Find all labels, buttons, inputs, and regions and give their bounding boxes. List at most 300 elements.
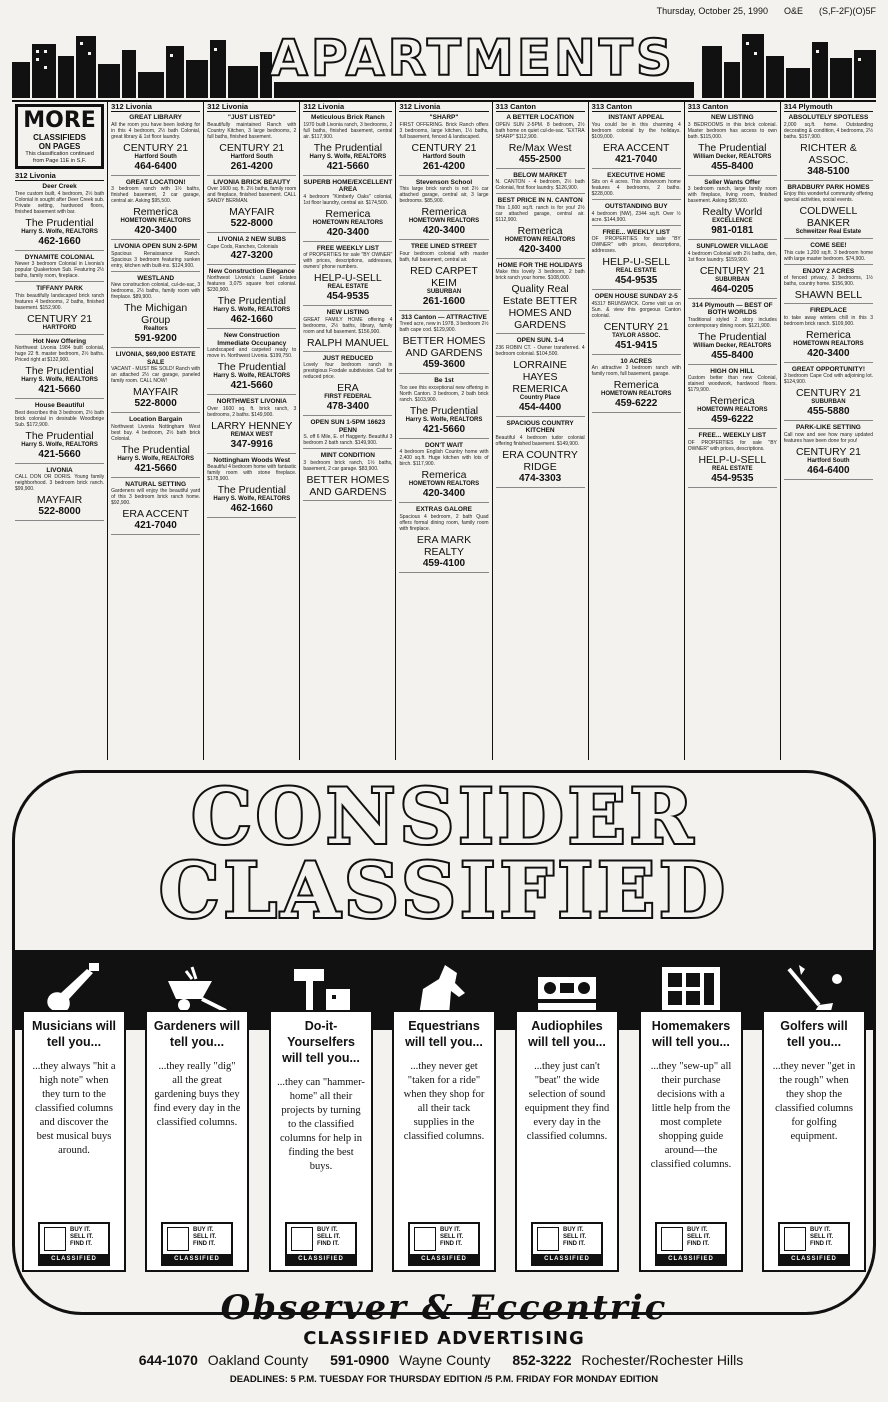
apartment-listings bbox=[12, 100, 876, 760]
ad-title: DYNAMITE COLONIAL bbox=[24, 253, 95, 261]
ad-title: NORTHWEST LIVONIA bbox=[216, 398, 287, 406]
ad-title: 10 ACRES bbox=[620, 357, 652, 365]
listing-ad bbox=[688, 368, 777, 430]
ad-title: FREE... WEEKLY LIST bbox=[698, 432, 767, 440]
listing-ad bbox=[15, 183, 104, 251]
card-text: ...they can "hammer-home" all their projects by turning to the classified columns for help in finding the best buys. bbox=[277, 1077, 365, 1172]
header-paper: O&E bbox=[783, 6, 803, 16]
badge-line: SELL IT. bbox=[687, 1234, 711, 1240]
ad-title: NEW LISTING bbox=[326, 309, 370, 317]
ad-description: of PROPERTIES for sale "BY OWNER" with prices, descriptions, addresses, owners' phone numbers. bbox=[303, 252, 393, 271]
card-title: Equestrians will tell you... bbox=[405, 1019, 483, 1049]
ad-phone-number: 459-3600 bbox=[422, 359, 466, 371]
ad-description: 3 BEDROOMS in this brick colonial. Master bedroom has access to own bath. $115,000. bbox=[687, 121, 777, 140]
ad-description: This large brick ranch is not 2½ car attached garage, central air, 3 large bedrooms. $85,900. bbox=[399, 186, 489, 205]
listing-ad bbox=[111, 179, 200, 241]
ad-title: SPACIOUS COUNTRY KITCHEN bbox=[506, 419, 574, 435]
ad-agency-subtitle: EXCELLENCE bbox=[712, 218, 753, 225]
ad-agency-name: CENTURY 21 bbox=[603, 320, 669, 333]
ad-agency-name: BETTER HOMES AND GARDENS bbox=[402, 335, 486, 360]
hobby-card bbox=[392, 1010, 496, 1272]
ad-agency-name: HELP-U-SELL bbox=[602, 256, 671, 269]
badge-line: SELL IT. bbox=[70, 1234, 94, 1240]
card-text: ...they really "dig" all the great gardening buys they find every day in the classified columns. bbox=[153, 1061, 241, 1128]
listing-ad bbox=[592, 114, 681, 169]
ad-phone-number: 459-6222 bbox=[615, 398, 658, 410]
hobby-card bbox=[269, 1010, 373, 1272]
listing-ad bbox=[111, 275, 200, 349]
more-continued-note: This classification continued from Page 11E in S,F. bbox=[25, 151, 94, 164]
ad-phone-number: 451-9415 bbox=[615, 339, 658, 351]
hand-icon bbox=[44, 1227, 66, 1251]
ad-agency-name: ERA ACCENT bbox=[602, 141, 670, 154]
ad-agency-name: MAYFAIR bbox=[36, 494, 83, 507]
listing-ad bbox=[496, 197, 585, 259]
ad-agency-name: Re/Max West bbox=[508, 141, 572, 154]
ad-description: 4 bedroom Colonial with 2½ baths, den, 1st floor laundry. $159,900. bbox=[687, 250, 777, 263]
ad-agency-name: CENTURY 21 bbox=[27, 312, 93, 325]
ad-agency-subtitle: Hartford South bbox=[134, 153, 177, 160]
ad-description: OPEN SUN 2-5PM. 8 bedroom, 2½ bath home on quiet cul-de-sac. "EXTRA SHARP" $112,900. bbox=[495, 121, 585, 140]
ad-agency-subtitle: Harry S. Wolfe, REALTORS bbox=[117, 455, 194, 462]
ad-description: 3 bedroom Cape Cod with adjoining lot. $124,900. bbox=[783, 373, 873, 386]
ad-title: FIREPLACE bbox=[810, 307, 847, 315]
badge-line: BUY IT. bbox=[193, 1227, 214, 1233]
ad-agency-subtitle: TAYLOR ASSOC. bbox=[612, 332, 661, 339]
ad-title: INSTANT APPEAL bbox=[608, 114, 665, 122]
ad-phone-number: 459-4100 bbox=[422, 557, 466, 569]
ad-description: Four bedroom colonial with master bath, full basement, central air. bbox=[399, 250, 489, 263]
listing-ad bbox=[399, 506, 488, 573]
ad-phone-number: 421-7040 bbox=[615, 153, 658, 165]
badge-text bbox=[810, 1227, 833, 1248]
ad-title: EXTRAS GALORE bbox=[416, 506, 472, 514]
ad-agency-subtitle: SUBURBAN bbox=[811, 399, 846, 406]
card-title: Golfers will tell you... bbox=[780, 1019, 848, 1049]
card-title: Homemakers will tell you... bbox=[651, 1019, 731, 1049]
card-text: ...they "sew-up" all their purchase decisions with a little help from the most complete shopping guide around—the classified columns. bbox=[650, 1061, 732, 1170]
buy-sell-find-badge bbox=[161, 1222, 233, 1266]
listing-column bbox=[685, 102, 781, 760]
page-header bbox=[12, 6, 876, 20]
ad-title: House Beautiful bbox=[34, 402, 85, 410]
listing-ad bbox=[399, 243, 488, 311]
ad-title: LIVONIA 2 NEW SUBS bbox=[217, 236, 286, 244]
ad-title: Hot New Offering bbox=[33, 337, 87, 345]
badge-footer: CLASSIFIED bbox=[40, 1254, 108, 1264]
badge-line: FIND IT. bbox=[193, 1241, 215, 1247]
ad-phone-number: 462-1660 bbox=[230, 503, 273, 515]
badge-footer: CLASSIFIED bbox=[163, 1254, 231, 1264]
column-heading: 312 Livonia bbox=[111, 104, 200, 112]
ad-agency-subtitle: HOMETOWN REALTORS bbox=[601, 391, 672, 398]
consider-headline: CONSIDER bbox=[191, 772, 697, 861]
ad-title: OPEN SUN 1-5PM 16623 PENN bbox=[310, 419, 386, 434]
ad-agency-name: Remerica bbox=[517, 224, 563, 237]
ad-agency-name: CENTURY 21 bbox=[699, 264, 765, 277]
hobby-card bbox=[22, 1010, 126, 1272]
ad-title: FREE WEEKLY LIST bbox=[316, 244, 379, 252]
badge-footer: CLASSIFIED bbox=[657, 1254, 725, 1264]
ad-description: 1970 built Livonia ranch, 3 bedrooms, 2 full baths, finished basement, central air. $117,900. bbox=[303, 121, 393, 140]
listing-ad bbox=[207, 268, 296, 330]
ad-phone-number: 454-9535 bbox=[615, 275, 658, 287]
ad-agency-subtitle: SUBURBAN bbox=[426, 288, 462, 295]
badge-line: BUY IT. bbox=[810, 1227, 831, 1233]
ad-description: Beautifully maintained Ranch with Country Kitchen, 3 large bedrooms, 2 full baths, finished basement. bbox=[207, 121, 297, 140]
column-heading: 312 Livonia bbox=[15, 173, 104, 181]
ad-title: WESTLAND bbox=[137, 274, 175, 282]
ad-phone-number: 421-5660 bbox=[422, 423, 466, 435]
listing-ad bbox=[688, 432, 777, 488]
ad-phone-number: 421-5660 bbox=[326, 160, 370, 172]
ad-description: Spacious Renaissance Ranch. Spacious 3 bedroom featuring sunken entry, kitchen with built-ins. $124,900. bbox=[111, 250, 201, 269]
ad-phone-number: 462-1660 bbox=[38, 235, 81, 247]
ad-agency-subtitle: HOMETOWN REALTORS bbox=[312, 219, 384, 226]
badge-line: FIND IT. bbox=[810, 1241, 832, 1247]
hand-icon bbox=[291, 1227, 313, 1251]
listing-ad bbox=[303, 452, 392, 501]
ad-agency-name: The Prudential bbox=[409, 404, 479, 417]
ad-description: Over 1600 sq. ft. brick ranch, 3 bedrooms, 2 baths. $149,900. bbox=[207, 405, 297, 418]
hand-icon bbox=[414, 1227, 436, 1251]
ad-title: LIVONIA OPEN SUN 2-5PM bbox=[114, 243, 198, 251]
listing-ad bbox=[592, 203, 681, 226]
ad-agency-subtitle: REAL ESTATE bbox=[711, 465, 753, 472]
listing-ad bbox=[207, 332, 296, 395]
ad-title: MINT CONDITION bbox=[320, 452, 375, 460]
ad-title: LIVONIA BRICK BEAUTY bbox=[213, 178, 291, 186]
ad-title: 313 Canton — ATTRACTIVE bbox=[401, 313, 487, 321]
ad-description: 4 bedroom "Kimberly Oaks" colonial, 1st floor laundry, central air. $174,500. bbox=[303, 193, 393, 206]
ad-agency-name: HELP-U-SELL bbox=[314, 272, 382, 285]
ad-description: 2,000 sq.ft. home. Outstanding decorating & condition, 4 bedrooms, 2½ baths. $157,900. bbox=[783, 121, 873, 140]
ad-title: New Construction Elegance bbox=[208, 267, 295, 275]
phone-number: 852-3222 bbox=[512, 1352, 572, 1368]
ad-description: Over 1600 sq. ft. 2½ baths, family room and fireplace, finished basement. CALL SANDY BERMAN. bbox=[207, 186, 297, 205]
more-classifieds-box bbox=[15, 104, 104, 169]
ad-description: Best describes this 3 bedroom, 2½ bath brick colonial in desirable Woodbrige Sub. $172,900. bbox=[15, 409, 105, 428]
ad-title: Stevenson School bbox=[415, 178, 473, 186]
column-heading: 313 Canton bbox=[496, 104, 585, 112]
ad-agency-subtitle: Harry S. Wolfe, REALTORS bbox=[213, 307, 291, 314]
badge-line: BUY IT. bbox=[70, 1227, 91, 1233]
ad-phone-number: 261-1600 bbox=[422, 295, 466, 307]
listing-ad bbox=[496, 262, 585, 335]
ad-title: 314 Plymouth — BEST OF BOTH WORLDS bbox=[692, 301, 773, 317]
ad-title: SUNFLOWER VILLAGE bbox=[696, 243, 769, 251]
ad-agency-subtitle: RE/MAX WEST bbox=[230, 431, 273, 438]
ad-description: S. off 6 Mile, E. of Haggerty. Beautiful 3 bedroom 2 bath ranch. $149,900. bbox=[303, 434, 393, 447]
ad-title: ENJOY 2 ACRES bbox=[802, 267, 855, 275]
more-classifieds-label: CLASSIFIEDS bbox=[33, 133, 86, 142]
ad-description: You could be in this charming 4 bedroom colonial by the holidays. $109,000. bbox=[591, 121, 681, 140]
ad-phone-number: 454-4400 bbox=[518, 401, 562, 413]
listing-ad bbox=[399, 377, 488, 439]
ad-phone-number: 420-3400 bbox=[422, 225, 466, 237]
ad-title: OPEN HOUSE SUNDAY 2-5 bbox=[594, 293, 678, 301]
listing-column bbox=[493, 102, 589, 760]
card-title: Gardeners will tell you... bbox=[153, 1019, 241, 1049]
ad-title: JUST REDUCED bbox=[322, 354, 374, 362]
ad-agency-subtitle: HOMETOWN REALTORS bbox=[697, 407, 768, 414]
ad-agency-name: LARRY HENNEY bbox=[211, 419, 293, 432]
ad-agency-name: CENTURY 21 bbox=[219, 141, 285, 154]
ad-agency-name: SHAWN BELL bbox=[794, 289, 863, 302]
badge-line: BUY IT. bbox=[440, 1227, 461, 1233]
ad-title: Deer Creek bbox=[42, 183, 77, 191]
ad-phone-number: 455-8400 bbox=[711, 349, 754, 361]
badge-line: SELL IT. bbox=[810, 1234, 834, 1240]
buy-sell-find-badge bbox=[38, 1222, 110, 1266]
more-label: MORE bbox=[23, 108, 96, 133]
ad-phone-number: 454-9535 bbox=[711, 472, 754, 484]
ad-agency-subtitle: Harry S. Wolfe, REALTORS bbox=[21, 441, 98, 448]
ad-title: COME SEE! bbox=[810, 242, 847, 250]
ad-description: 3 bedroom brick ranch, 1½ baths, basement, 2 car garage. $83,900. bbox=[303, 459, 393, 472]
badge-footer: CLASSIFIED bbox=[780, 1254, 848, 1264]
observer-eccentric-logo: Observer & Eccentric bbox=[220, 1288, 668, 1328]
ad-title: EXECUTIVE HOME bbox=[607, 171, 666, 179]
listing-ad bbox=[207, 179, 296, 234]
ad-phone-number: 347-9916 bbox=[230, 438, 273, 450]
classified-headline: CLASSIFIED bbox=[159, 846, 729, 935]
ad-description: New construction colonial, cul-de-sac, 3 bedrooms, 2½ baths, family room with fireplace. $89,900. bbox=[111, 282, 201, 301]
badge-text bbox=[317, 1227, 340, 1248]
ad-phone-number: 459-6222 bbox=[711, 414, 754, 426]
listing-ad bbox=[111, 481, 200, 536]
buy-sell-find-badge bbox=[531, 1222, 603, 1266]
ad-title: "SHARP" bbox=[429, 114, 459, 122]
ad-description: to take away winters chill in this 3 bedroom brick ranch. $109,900. bbox=[783, 314, 873, 327]
ad-agency-name: The Prudential bbox=[25, 365, 94, 378]
buy-sell-find-badge bbox=[285, 1222, 357, 1266]
ad-description: Newer 3 bedroom Colonial in Livonia's popular Quakertown Sub. Featuring 2½ baths, family room, fireplace. bbox=[15, 261, 105, 280]
ad-title: Be 1st bbox=[434, 377, 454, 385]
ad-description: Sits on 4 acres. This showroom home features 4 bedrooms, 2 baths. $228,000. bbox=[591, 179, 681, 198]
ad-agency-name: The Prudential bbox=[217, 361, 286, 374]
ad-agency-name: ERA COUNTRY RIDGE bbox=[502, 448, 578, 473]
hobby-card bbox=[762, 1010, 866, 1272]
ad-description: Cape Cods, Ranches, Colonials bbox=[207, 243, 279, 250]
hobby-card bbox=[145, 1010, 249, 1272]
ad-agency-name: Remerica bbox=[421, 206, 467, 219]
more-on-pages-label: ON PAGES bbox=[38, 142, 81, 151]
listing-ad bbox=[303, 245, 392, 307]
listing-column bbox=[396, 102, 492, 760]
badge-line: BUY IT. bbox=[687, 1227, 708, 1233]
card-title: Do-it-Yourselfers will tell you... bbox=[282, 1019, 360, 1065]
ad-phone-number: 455-2500 bbox=[518, 153, 562, 165]
phone-number: 591-0900 bbox=[330, 1352, 390, 1368]
ad-phone-number: 420-3400 bbox=[422, 488, 466, 500]
ad-agency-name: CENTURY 21 bbox=[123, 141, 189, 154]
ad-phone-number: 420-3400 bbox=[807, 347, 850, 359]
classified-advertising-label: CLASSIFIED ADVERTISING bbox=[303, 1328, 585, 1349]
listing-column bbox=[108, 102, 204, 760]
ad-description: Gardeners will enjoy the beautiful yard of this 3 bedroom brick ranch home. $92,900. bbox=[111, 488, 201, 507]
listing-ad bbox=[784, 242, 873, 265]
badge-text bbox=[193, 1227, 216, 1248]
ad-agency-name: ERA MARK REALTY bbox=[416, 533, 472, 558]
ad-agency-subtitle: Harry S. Wolfe, REALTORS bbox=[309, 153, 387, 160]
ad-title: NEW LISTING bbox=[711, 114, 754, 122]
ad-phone-number: 421-5660 bbox=[38, 384, 81, 396]
listing-ad bbox=[303, 419, 392, 449]
ad-phone-number: 462-1660 bbox=[230, 314, 273, 326]
ad-agency-subtitle: Hartford South bbox=[230, 153, 273, 160]
card-text: ...they just can't "beat" the wide selection of sound equipment they find every day in the classified columns. bbox=[524, 1061, 610, 1142]
hand-icon bbox=[167, 1227, 189, 1251]
ad-title: TREE LINED STREET bbox=[410, 243, 478, 251]
ad-title: BRADBURY PARK HOMES bbox=[787, 183, 870, 191]
ad-agency-name: Realty World bbox=[702, 206, 763, 219]
ad-phone-number: 455-8400 bbox=[711, 160, 754, 172]
hand-icon bbox=[784, 1227, 806, 1251]
ad-agency-subtitle: HOMETOWN REALTORS bbox=[504, 236, 576, 243]
listing-ad bbox=[592, 358, 681, 414]
ad-title: NATURAL SETTING bbox=[125, 480, 187, 488]
ad-title: GREAT LIBRARY bbox=[129, 114, 183, 122]
badge-text bbox=[440, 1227, 463, 1248]
ad-description: OF PROPERTIES for sale "BY OWNER" with prices, descriptions, addresses. bbox=[591, 236, 681, 255]
badge-line: FIND IT. bbox=[317, 1241, 339, 1247]
phone-region: Oakland County bbox=[207, 1352, 309, 1368]
listing-ad bbox=[111, 114, 200, 176]
ad-title: OPEN SUN. 1-4 bbox=[516, 337, 564, 345]
ad-phone-number: 464-0205 bbox=[711, 283, 754, 295]
ad-phone-number: 478-3400 bbox=[326, 401, 370, 413]
ad-description: This beautifully landscaped brick ranch features 4 bedrooms, 2 baths, finished basement. $152,900. bbox=[15, 292, 105, 311]
listing-ad bbox=[688, 302, 777, 365]
ad-phone-number: 421-5660 bbox=[230, 380, 273, 392]
ad-phone-number: 261-4200 bbox=[422, 160, 466, 172]
ad-description: OF PROPERTIES for sale "BY OWNER" with prices, descriptions. bbox=[687, 439, 777, 452]
listing-ad bbox=[784, 366, 873, 422]
listing-ad bbox=[784, 114, 873, 181]
badge-line: FIND IT. bbox=[70, 1241, 92, 1247]
ad-agency-subtitle: HOMETOWN REALTORS bbox=[408, 218, 480, 225]
ad-agency-subtitle: SUBURBAN bbox=[715, 276, 750, 283]
ad-agency-name: Remerica bbox=[709, 395, 755, 408]
buy-sell-find-badge bbox=[778, 1222, 850, 1266]
badge-line: FIND IT. bbox=[563, 1241, 585, 1247]
ad-agency-name: Remerica bbox=[613, 379, 659, 392]
ad-phone-number: 421-5660 bbox=[134, 462, 177, 474]
ad-title: DON'T WAIT bbox=[424, 441, 463, 449]
ad-title: TIFFANY PARK bbox=[36, 285, 83, 293]
ad-phone-number: 420-3400 bbox=[134, 225, 177, 237]
ad-agency-name: COLDWELL BANKER bbox=[799, 205, 858, 230]
ad-description: Traditional styled 2 story includes contemporary dining room. $121,900. bbox=[687, 316, 777, 329]
listing-ad bbox=[592, 229, 681, 291]
ad-agency-name: Remerica bbox=[421, 469, 467, 482]
ad-phone-number: 522-8000 bbox=[230, 218, 273, 230]
listing-ad bbox=[207, 457, 296, 519]
column-heading: 314 Plymouth bbox=[784, 104, 873, 112]
badge-line: SELL IT. bbox=[317, 1234, 341, 1240]
listing-ad bbox=[592, 293, 681, 355]
ad-description: 3 bedroom ranch, large family room with fireplace, living room, finished basement. Asking $89,500. bbox=[687, 186, 777, 205]
ad-description: An attractive 3 bedroom ranch with family room, full basement, garage. bbox=[591, 365, 681, 378]
ad-title: PARK-LIKE SETTING bbox=[795, 424, 861, 432]
hobby-card bbox=[639, 1010, 743, 1272]
ad-phone-number: 348-5100 bbox=[807, 165, 850, 177]
listing-ad bbox=[399, 114, 488, 176]
ad-title: HIGH ON HILL bbox=[710, 367, 755, 375]
listing-ad bbox=[784, 268, 873, 305]
ad-title: BELOW MARKET bbox=[513, 171, 567, 179]
ad-phone-number: 261-4200 bbox=[230, 160, 273, 172]
ad-description: N. CANTON - 4 bedroom, 2½ bath Colonial, first floor laundry. $126,900. bbox=[495, 179, 585, 192]
ad-description: FIRST OFFERING. Brick Ranch offers 3 bedrooms, large kitchen, 1½ baths, full basement, fenced & landscaped. bbox=[399, 121, 489, 140]
badge-line: SELL IT. bbox=[193, 1234, 217, 1240]
ad-description: Too see this exceptional new offering in North Canton. 3 bedroom, 2 bath brick ranch. $103,900. bbox=[399, 384, 489, 403]
listing-ad bbox=[207, 236, 296, 265]
ad-agency-name: Remerica bbox=[133, 206, 179, 219]
ad-description: Beautiful 4 bedroom tudor colonial offering finished basement. $149,900. bbox=[495, 434, 585, 447]
ad-description: GREAT FAMILY HOME offering 4 bedrooms, 2½ baths, library, family room and full basement. $156,900. bbox=[303, 316, 393, 335]
ad-agency-name: The Prudential bbox=[698, 141, 767, 154]
listing-ad bbox=[15, 254, 104, 283]
card-title: Musicians will tell you... bbox=[31, 1019, 117, 1049]
ad-description: 3 bedroom ranch with 1½ baths, finished basement, 2 car garage, central air. Asking $95,500. bbox=[111, 186, 201, 205]
ad-title: Seller Wants Offer bbox=[704, 178, 761, 186]
ad-title: OUTSTANDING BUY bbox=[604, 203, 668, 211]
ad-agency-name: The Prudential bbox=[25, 216, 94, 229]
ad-agency-subtitle: Harry S. Wolfe, REALTORS bbox=[213, 496, 291, 503]
badge-line: BUY IT. bbox=[563, 1227, 584, 1233]
ad-phone-number: 420-3400 bbox=[518, 243, 562, 255]
ad-agency-subtitle: Schweitzer Real Estate bbox=[795, 229, 862, 236]
column-heading: 312 Livonia bbox=[399, 104, 488, 112]
ad-phone-number: 522-8000 bbox=[38, 506, 81, 518]
ad-agency-name: The Michigan Group bbox=[124, 302, 188, 327]
ad-title: LIVONIA, $69,900 ESTATE SALE bbox=[115, 351, 196, 366]
ad-agency-name: CENTURY 21 bbox=[795, 445, 861, 458]
ad-description: All the room you have been looking for in this 4 bedroom, 2½ bath Colonial, great library & 1st floor laundry. bbox=[111, 121, 201, 140]
phone-region: Wayne County bbox=[399, 1352, 491, 1368]
listing-ad bbox=[111, 351, 200, 413]
listing-ad bbox=[399, 314, 488, 375]
hand-icon bbox=[661, 1227, 683, 1251]
listing-ad bbox=[399, 442, 488, 504]
badge-footer: CLASSIFIED bbox=[287, 1254, 355, 1264]
ad-title: GREAT OPPORTUNITY! bbox=[791, 365, 866, 373]
badge-line: FIND IT. bbox=[440, 1241, 462, 1247]
phone-number: 644-1070 bbox=[138, 1352, 198, 1368]
ad-agency-name: Quality Real Estate BETTER HOMES AND GARDENS bbox=[503, 283, 578, 332]
ad-agency-subtitle: Hartford South bbox=[807, 457, 850, 464]
phone-region: Rochester/Rochester Hills bbox=[581, 1352, 744, 1368]
deadlines-note: DEADLINES: 5 P.M. TUESDAY FOR THURSDAY EDITION /5 P.M. FRIDAY FOR MONDAY EDITION bbox=[229, 1374, 659, 1385]
ad-phone-number: 420-3400 bbox=[326, 226, 370, 238]
ad-title: New Construction Immediate Occupancy bbox=[217, 332, 287, 347]
column-heading: 313 Canton bbox=[592, 104, 681, 112]
ad-agency-subtitle: Country Place bbox=[519, 394, 561, 401]
ad-title: GREAT LOCATION! bbox=[125, 178, 186, 186]
listing-ad bbox=[15, 467, 104, 522]
ad-description: Tree custom built, 4 bedroom, 2½ bath Colonial in sought after Deer Creek sub. Private setting, hardwood floors, finished basement with bar. bbox=[15, 190, 105, 215]
card-text: ...they always "hit a high note" when they turn to the classified columns and discover the best musical buys around. bbox=[32, 1061, 116, 1156]
ad-agency-subtitle: REAL ESTATE bbox=[327, 284, 369, 291]
ad-agency-subtitle: Harry S. Wolfe, REALTORS bbox=[21, 377, 98, 384]
ad-agency-subtitle: HARTFORD bbox=[42, 324, 77, 331]
listing-ad bbox=[688, 243, 777, 299]
hobby-card bbox=[515, 1010, 619, 1272]
ad-description: Northwest Livonia Nottingham West best buy. 4 bedroom, 2½ bath brick Colonial. bbox=[111, 423, 201, 442]
ad-agency-subtitle: HOMETOWN REALTORS bbox=[408, 481, 480, 488]
